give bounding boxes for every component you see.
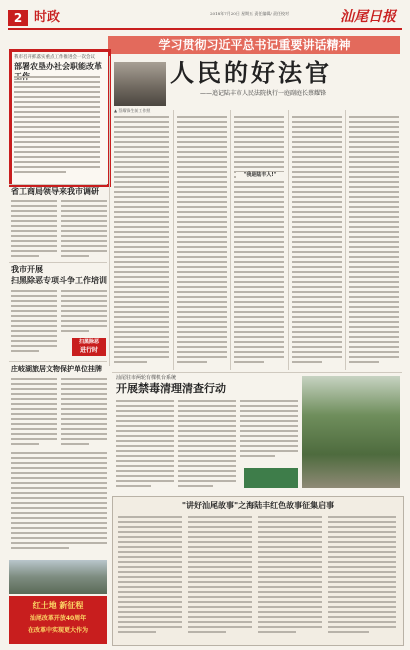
story-3-kicker: 我市开展 <box>11 265 43 274</box>
feature-body-col-5 <box>349 116 399 366</box>
ad-photo <box>9 560 107 594</box>
photo-caption: ▲ 蔡耀锋生前工作照 <box>114 108 151 113</box>
page-number-box <box>8 10 28 26</box>
feature-title: 人民的好法官 <box>170 58 332 87</box>
anti-crime-stamp <box>72 338 106 356</box>
ad-banner <box>9 596 107 644</box>
feature-body-col-4 <box>292 116 342 366</box>
story-5-kicker: 汕尾驻市两轮有棵机台系统 <box>116 375 177 381</box>
story-2-body-left <box>11 200 57 260</box>
story-4-headline: 庄岐湖旅居文物保护单位挂牌 <box>11 365 102 373</box>
story-5-headline: 开展禁毒清理清查行动 <box>116 382 226 395</box>
story-2-headline: 省工商局领导来我市调研 <box>11 187 99 196</box>
feature-section-label: "我是陆丰人!" <box>236 172 284 179</box>
column-divider <box>109 56 110 366</box>
date-line: 2018年7月20日 星期五 责任编辑/ 责任校对 <box>210 11 289 16</box>
lead-story-headline: 部署农垦办社会职能改革 <box>14 62 102 71</box>
column-divider <box>345 110 346 370</box>
ad-line-1: 红土地 新征程 <box>32 601 84 610</box>
story-divider <box>9 184 107 185</box>
story-3-body-left <box>11 290 57 354</box>
lead-story-kicker: 我市召开抓落实重点工作推进会一次会议 <box>14 55 95 60</box>
story-divider <box>112 372 402 373</box>
stamp-line-1: 扫黑除恶 <box>78 339 99 345</box>
story-3-body-right <box>61 290 107 334</box>
story-5-photo <box>302 376 400 488</box>
story-2-body-right <box>61 200 107 260</box>
feature-body-col-1 <box>114 116 169 366</box>
column-divider <box>173 110 174 370</box>
story-4-body-left <box>11 378 57 450</box>
feature-photo <box>114 62 166 106</box>
feature-body-col-3 <box>234 116 284 366</box>
story-5-body-3 <box>240 400 298 460</box>
masthead-logo: 汕尾日报 <box>340 9 396 25</box>
ad-side-text <box>11 452 107 556</box>
feature-body-col-2 <box>177 116 227 366</box>
feature-subtitle: ——追记陆丰市人民法院执行一庭副庭长蔡耀锋 <box>200 90 327 97</box>
story-divider <box>9 361 107 362</box>
lead-story-body <box>14 76 100 176</box>
story-6-body-1 <box>118 516 182 640</box>
stamp-line-2: 进行时 <box>79 347 98 354</box>
story-6-body-4 <box>328 516 396 640</box>
story-6-headline: "讲好汕尾故事"之海陆丰红色故事征集启事 <box>181 501 335 510</box>
column-divider <box>288 110 289 370</box>
story-5-body-1 <box>116 400 174 492</box>
story-5-body-2 <box>178 400 236 492</box>
story-6-body-3 <box>258 516 322 640</box>
ad-line-2: 汕尾改革开放40周年 <box>29 615 87 622</box>
masthead-rule <box>8 28 402 30</box>
story-5-small-banner <box>244 468 298 488</box>
column-divider <box>230 110 231 370</box>
ad-line-3: 在改革中实现更大作为 <box>27 627 88 634</box>
section-title: 时政 <box>34 10 61 25</box>
story-divider <box>9 262 107 263</box>
page-number: 2 <box>13 11 23 25</box>
story-6-body-2 <box>188 516 252 640</box>
story-4-body-right <box>61 378 107 450</box>
topic-banner-text: 学习贯彻习近平总书记重要讲话精神 <box>158 38 351 52</box>
story-3-headline: 扫黑除恶专项斗争工作培训 <box>11 276 107 285</box>
